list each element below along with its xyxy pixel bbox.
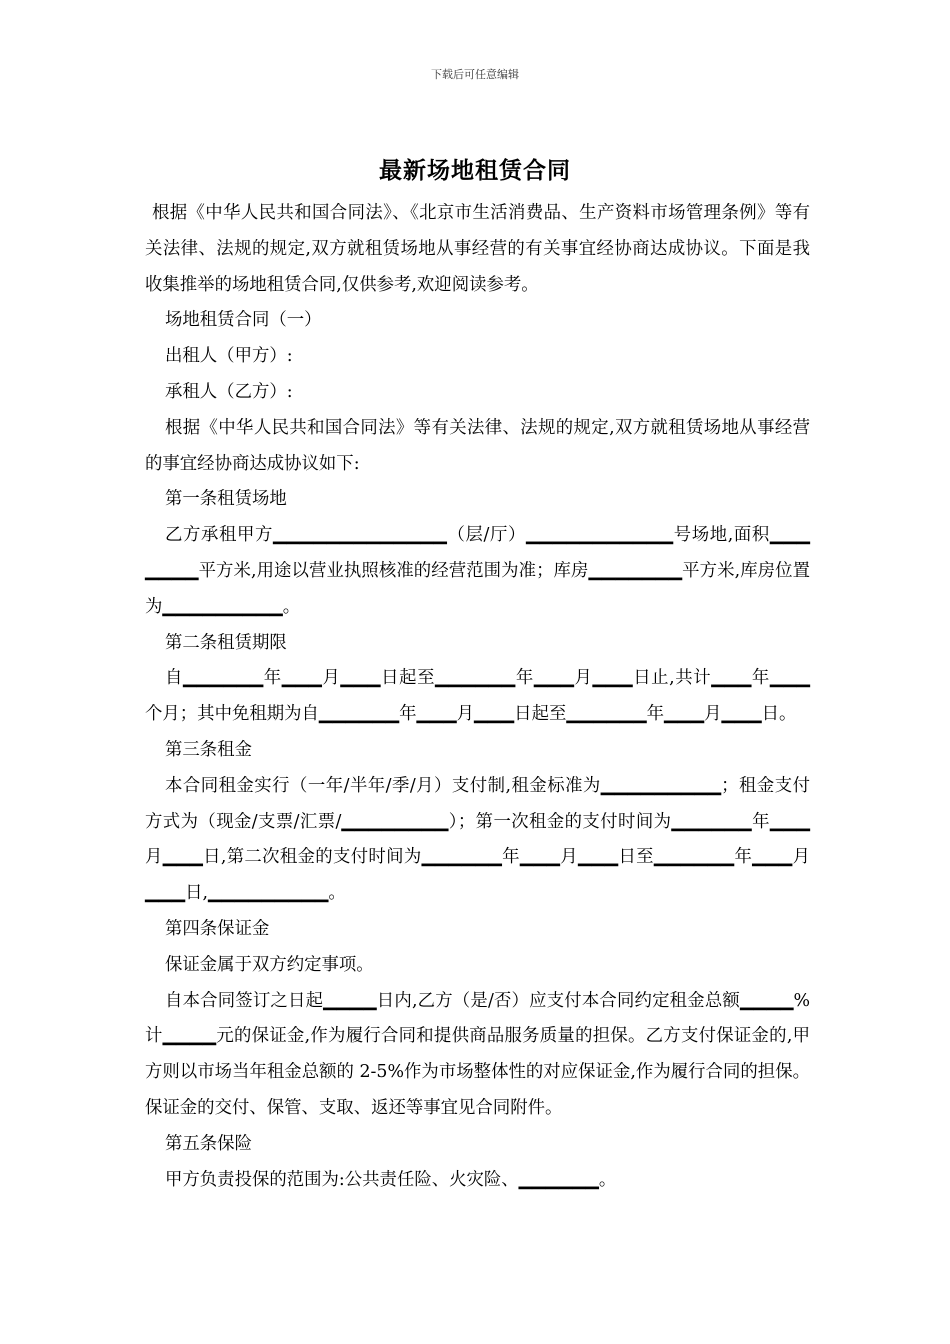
document-body [145, 196, 810, 1198]
article-1-heading: 第一条租赁场地 [165, 489, 287, 510]
intro-paragraph: 根据《中华人民共和国合同法》、《北京市生活消费品、生产资料市场管理条例》等有关法律、法规的规定,双方就租赁场地从事经营的有关事宜经协商达成协议。下面是我收集推举的场地租赁合同,仅供参考,欢迎阅读参考。 [145, 203, 810, 295]
article-4-heading: 第四条保证金 [165, 918, 270, 939]
article-5-heading: 第五条保险 [165, 1133, 252, 1154]
article-5-body: 甲方负责投保的范围为:公共责任险、火灾险、▁▁▁▁▁▁。 [165, 1169, 617, 1190]
document-title: 最新场地租赁合同 [379, 157, 571, 184]
preamble-paragraph: 根据《中华人民共和国合同法》等有关法律、法规的规定,双方就租赁场地从事经营的事宜经协商达成协议如下: [145, 417, 810, 474]
contract-heading: 场地租赁合同（一） [165, 310, 322, 331]
article-3-heading: 第三条租金 [165, 739, 252, 760]
article-1-body: 乙方承租甲方▁▁▁▁▁▁▁▁▁▁▁▁▁（层/厅）▁▁▁▁▁▁▁▁▁▁▁号场地,面积▁▁▁▁▁▁▁平方米,用途以营业执照核准的经营范围为准；库房▁▁▁▁▁▁▁平方米,库房位置为▁▁▁▁▁▁▁▁▁。 [145, 525, 810, 617]
header-note: 下载后可任意编辑 [431, 68, 519, 81]
article-2-body: 自▁▁▁▁▁▁年▁▁▁月▁▁▁日起至▁▁▁▁▁▁年▁▁▁月▁▁▁日止,共计▁▁▁年▁▁▁个月；其中免租期为自▁▁▁▁▁▁年▁▁▁月▁▁▁日起至▁▁▁▁▁▁年▁▁▁月▁▁▁日。 [145, 668, 810, 725]
article-4-body-2: 自本合同签订之日起▁▁▁▁日内,乙方（是/否）应支付本合同约定租金总额▁▁▁▁%计▁▁▁▁元的保证金,作为履行合同和提供商品服务质量的担保。乙方支付保证金的,甲方则以市场当年租金总额的 2-5%作为市场整体性的对应保证金,作为履行合同的担保。保证金的交付、保管、支取、返还等事宜见合同附件。 [145, 990, 810, 1118]
article-2-heading: 第二条租赁期限 [165, 632, 287, 653]
article-3-body: 本合同租金实行（一年/半年/季/月）支付制,租金标准为▁▁▁▁▁▁▁▁▁；租金支付方式为（现金/支票/汇票/▁▁▁▁▁▁▁▁）；第一次租金的支付时间为▁▁▁▁▁▁年▁▁▁月▁▁▁日,第二次租金的支付时间为▁▁▁▁▁▁年▁▁▁月▁▁▁日至▁▁▁▁▁▁年▁▁▁月▁▁▁日,▁▁▁▁▁▁▁▁▁。 [145, 775, 810, 904]
lessee-line: 承租人（乙方）: [165, 381, 293, 402]
lessor-line: 出租人（甲方）: [165, 346, 293, 367]
article-4-body-1: 保证金属于双方约定事项。 [165, 954, 374, 975]
